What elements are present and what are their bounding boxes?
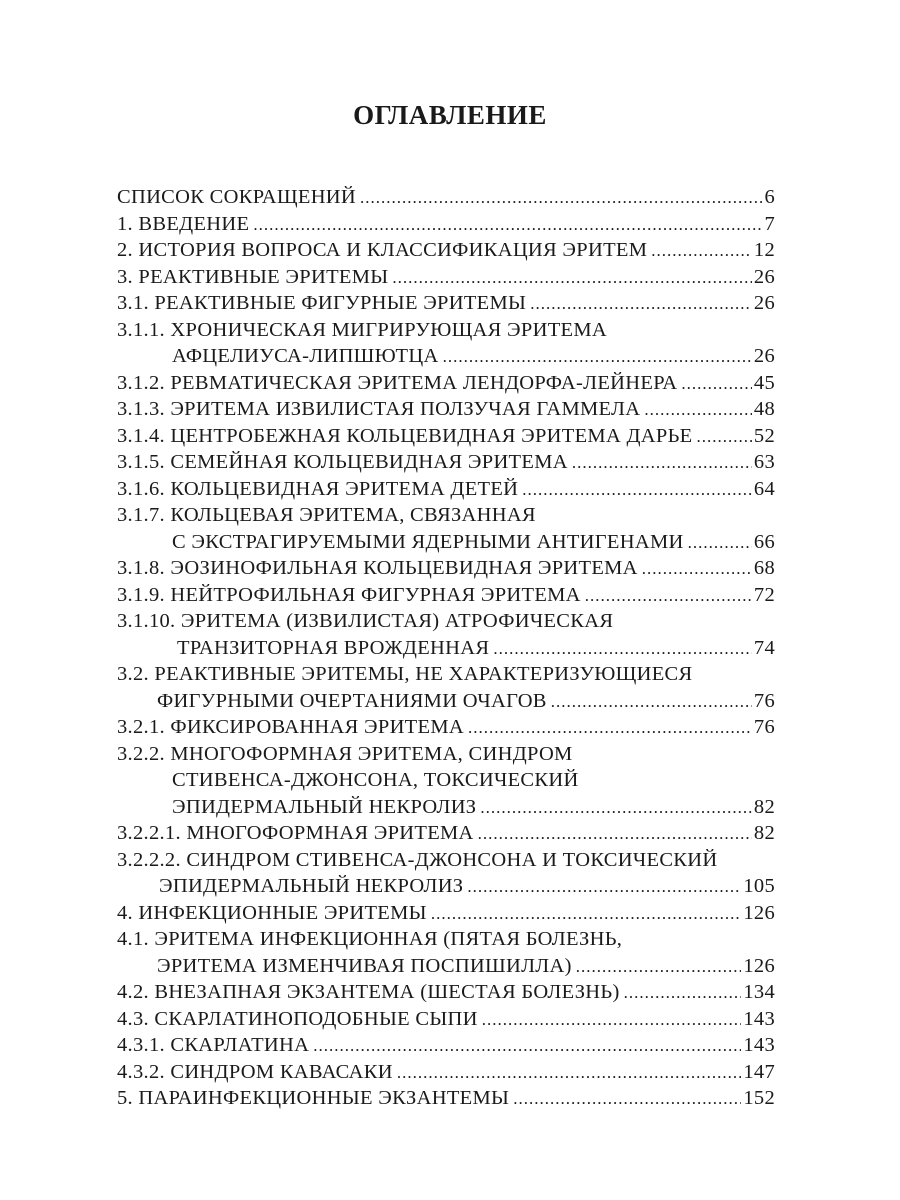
toc-line bbox=[117, 343, 775, 370]
toc-entry bbox=[117, 264, 775, 291]
toc-page-number: 12 bbox=[753, 239, 775, 261]
toc-entry bbox=[117, 1006, 775, 1033]
toc-entry-label: 3.2.2.1. МНОГОФОРМНАЯ ЭРИТЕМА bbox=[117, 822, 474, 844]
toc-entry-label: 3.1.7. КОЛЬЦЕВАЯ ЭРИТЕМА, СВЯЗАННАЯ bbox=[117, 504, 536, 526]
toc-entry-label: С ЭКСТРАГИРУЕМЫМИ ЯДЕРНЫМИ АНТИГЕНАМИ bbox=[172, 530, 684, 553]
toc-entry-label: СТИВЕНСА-ДЖОНСОНА, ТОКСИЧЕСКИЙ bbox=[172, 769, 579, 791]
toc-page-number: 134 bbox=[743, 981, 775, 1003]
toc-entry bbox=[117, 237, 775, 264]
toc-page-number: 52 bbox=[753, 424, 775, 447]
toc-entry bbox=[117, 370, 775, 397]
toc-line bbox=[117, 794, 775, 821]
toc-page-number: 143 bbox=[743, 1007, 775, 1030]
dot-leader bbox=[585, 583, 752, 609]
toc-page-number: 126 bbox=[743, 901, 775, 924]
dot-leader bbox=[651, 238, 752, 264]
toc-line bbox=[117, 211, 775, 238]
toc-entry bbox=[117, 290, 775, 317]
toc-line bbox=[117, 635, 775, 662]
toc-entry-label: 3.1.2. РЕВМАТИЧЕСКАЯ ЭРИТЕМА ЛЕНДОРФА-ЛЕЙНЕРА bbox=[117, 371, 678, 394]
dot-leader bbox=[493, 636, 752, 662]
toc-entry-label: 4.3. СКАРЛАТИНОПОДОБНЫЕ СЫПИ bbox=[117, 1007, 478, 1030]
toc-line bbox=[117, 661, 775, 688]
toc-page-number: 63 bbox=[753, 451, 775, 473]
toc-page-number: 26 bbox=[753, 345, 775, 367]
toc-entry-label: 3.2.1. ФИКСИРОВАННАЯ ЭРИТЕМА bbox=[117, 716, 464, 738]
toc-line bbox=[117, 264, 775, 291]
toc-entry-label: 3.1.4. ЦЕНТРОБЕЖНАЯ КОЛЬЦЕВИДНАЯ ЭРИТЕМА ДАРЬЕ bbox=[117, 424, 693, 447]
toc-entry bbox=[117, 608, 775, 661]
toc-page-number: 76 bbox=[753, 716, 775, 738]
toc-line bbox=[117, 979, 775, 1006]
toc-entry bbox=[117, 1059, 775, 1086]
toc-entry-label: 4.3.1. СКАРЛАТИНА bbox=[117, 1034, 310, 1056]
dot-leader bbox=[253, 212, 762, 238]
toc-line bbox=[117, 1032, 775, 1059]
dot-leader bbox=[576, 954, 742, 980]
toc-entry-label: 3.1.3. ЭРИТЕМА ИЗВИЛИСТАЯ ПОЛЗУЧАЯ ГАММЕЛА bbox=[117, 398, 641, 420]
dot-leader bbox=[313, 1033, 741, 1059]
dot-leader bbox=[443, 344, 752, 370]
toc-entry bbox=[117, 211, 775, 238]
toc-page-number: 6 bbox=[764, 186, 775, 208]
toc-entry bbox=[117, 820, 775, 847]
toc-line bbox=[117, 714, 775, 741]
toc-entry bbox=[117, 714, 775, 741]
toc-line bbox=[117, 502, 775, 529]
toc-line bbox=[117, 1085, 775, 1112]
toc-line bbox=[117, 529, 775, 556]
toc-entry-label: ФИГУРНЫМИ ОЧЕРТАНИЯМИ ОЧАГОВ bbox=[157, 689, 547, 712]
toc-entry-label: 3.1.10. ЭРИТЕМА (ИЗВИЛИСТАЯ) АТРОФИЧЕСКАЯ bbox=[117, 610, 614, 632]
toc-entry bbox=[117, 582, 775, 609]
toc-entry-label: СПИСОК СОКРАЩЕНИЙ bbox=[117, 186, 357, 208]
toc-entry-label: 2. ИСТОРИЯ ВОПРОСА И КЛАССИФИКАЦИЯ ЭРИТЕМ bbox=[117, 239, 648, 261]
toc-entry bbox=[117, 847, 775, 900]
dot-leader bbox=[696, 424, 751, 450]
table-of-contents bbox=[117, 184, 775, 1112]
toc-line bbox=[117, 370, 775, 397]
toc-entry-label: 4. ИНФЕКЦИОННЫЕ ЭРИТЕМЫ bbox=[117, 901, 427, 924]
dot-leader bbox=[572, 450, 752, 476]
toc-page-number: 64 bbox=[753, 477, 775, 500]
toc-entry bbox=[117, 396, 775, 423]
dot-leader bbox=[644, 397, 752, 423]
toc-entry-label: АФЦЕЛИУСА-ЛИПШЮТЦА bbox=[172, 345, 439, 367]
dot-leader bbox=[431, 901, 742, 927]
toc-line bbox=[117, 847, 775, 874]
toc-line bbox=[117, 582, 775, 609]
toc-page-number: 26 bbox=[753, 265, 775, 288]
dot-leader bbox=[480, 795, 752, 821]
toc-page-number: 126 bbox=[743, 954, 775, 977]
toc-page-number: 7 bbox=[764, 212, 775, 235]
toc-line bbox=[117, 873, 775, 900]
dot-leader bbox=[478, 821, 752, 847]
toc-entry-label: 3.1.5. СЕМЕЙНАЯ КОЛЬЦЕВИДНАЯ ЭРИТЕМА bbox=[117, 451, 568, 473]
toc-line bbox=[117, 741, 775, 768]
toc-line bbox=[117, 237, 775, 264]
toc-entry bbox=[117, 979, 775, 1006]
toc-entry-label: 3.1.6. КОЛЬЦЕВИДНАЯ ЭРИТЕМА ДЕТЕЙ bbox=[117, 477, 519, 500]
toc-entry bbox=[117, 926, 775, 979]
toc-entry bbox=[117, 661, 775, 714]
toc-page-number: 76 bbox=[753, 689, 775, 712]
toc-entry bbox=[117, 317, 775, 370]
toc-line bbox=[117, 953, 775, 980]
toc-entry-label: 3.2.2. МНОГОФОРМНАЯ ЭРИТЕМА, СИНДРОМ bbox=[117, 742, 573, 765]
toc-entry-label: 3.1.9. НЕЙТРОФИЛЬНАЯ ФИГУРНАЯ ЭРИТЕМА bbox=[117, 583, 581, 606]
toc-entry-label: 3.1.1. ХРОНИЧЕСКАЯ МИГРИРУЮЩАЯ ЭРИТЕМА bbox=[117, 318, 607, 341]
toc-entry-label: ЭПИДЕРМАЛЬНЫЙ НЕКРОЛИЗ bbox=[159, 875, 464, 897]
toc-page-number: 45 bbox=[753, 371, 775, 394]
dot-leader bbox=[467, 874, 741, 900]
dot-leader bbox=[468, 715, 752, 741]
toc-page-number: 26 bbox=[753, 292, 775, 314]
toc-entry-label: 4.3.2. СИНДРОМ КАВАСАКИ bbox=[117, 1060, 393, 1083]
dot-leader bbox=[681, 371, 752, 397]
toc-entry-label: 3. РЕАКТИВНЫЕ ЭРИТЕМЫ bbox=[117, 265, 389, 288]
toc-line bbox=[117, 1006, 775, 1033]
toc-page-number: 143 bbox=[743, 1034, 775, 1056]
dot-leader bbox=[551, 689, 752, 715]
toc-entry-label: 3.1. РЕАКТИВНЫЕ ФИГУРНЫЕ ЭРИТЕМЫ bbox=[117, 292, 527, 314]
toc-page-number: 66 bbox=[753, 530, 775, 553]
dot-leader bbox=[522, 477, 752, 503]
toc-entry bbox=[117, 741, 775, 821]
toc-line bbox=[117, 449, 775, 476]
dot-leader bbox=[360, 185, 762, 211]
toc-entry-label: ЭПИДЕРМАЛЬНЫЙ НЕКРОЛИЗ bbox=[172, 795, 477, 818]
toc-entry bbox=[117, 184, 775, 211]
toc-entry bbox=[117, 1085, 775, 1112]
toc-line bbox=[117, 926, 775, 953]
toc-line bbox=[117, 555, 775, 582]
toc-page-number: 105 bbox=[743, 875, 775, 897]
dot-leader bbox=[688, 530, 752, 556]
dot-leader bbox=[642, 556, 752, 582]
toc-entry bbox=[117, 476, 775, 503]
toc-entry-label: 5. ПАРАИНФЕКЦИОННЫЕ ЭКЗАНТЕМЫ bbox=[117, 1087, 510, 1109]
toc-entry-label: 3.2.2.2. СИНДРОМ СТИВЕНСА-ДЖОНСОНА И ТОКСИЧЕСКИЙ bbox=[117, 848, 718, 871]
toc-line bbox=[117, 1059, 775, 1086]
toc-line bbox=[117, 476, 775, 503]
toc-page-number: 68 bbox=[753, 557, 775, 579]
toc-line bbox=[117, 184, 775, 211]
page-title: ОГЛАВЛЕНИЕ bbox=[353, 100, 547, 130]
toc-line bbox=[117, 688, 775, 715]
toc-page-number: 72 bbox=[753, 583, 775, 606]
toc-entry-label: ТРАНЗИТОРНАЯ ВРОЖДЕННАЯ bbox=[177, 636, 490, 659]
dot-leader bbox=[624, 980, 742, 1006]
toc-entry bbox=[117, 900, 775, 927]
toc-entry bbox=[117, 423, 775, 450]
toc-line bbox=[117, 290, 775, 317]
toc-entry bbox=[117, 555, 775, 582]
toc-line bbox=[117, 396, 775, 423]
toc-line bbox=[117, 900, 775, 927]
toc-page-number: 147 bbox=[743, 1060, 775, 1083]
toc-page-number: 152 bbox=[743, 1087, 775, 1109]
toc-entry-label: 4.1. ЭРИТЕМА ИНФЕКЦИОННАЯ (ПЯТАЯ БОЛЕЗНЬ, bbox=[117, 928, 623, 950]
toc-entry-label: 3.1.8. ЭОЗИНОФИЛЬНАЯ КОЛЬЦЕВИДНАЯ ЭРИТЕМА bbox=[117, 557, 638, 579]
toc-line bbox=[117, 317, 775, 344]
toc-page-number: 48 bbox=[753, 398, 775, 420]
dot-leader bbox=[397, 1060, 742, 1086]
toc-entry-label: 4.2. ВНЕЗАПНАЯ ЭКЗАНТЕМА (ШЕСТАЯ БОЛЕЗНЬ) bbox=[117, 981, 620, 1003]
toc-entry-label: 3.2. РЕАКТИВНЫЕ ЭРИТЕМЫ, НЕ ХАРАКТЕРИЗУЮЩИЕСЯ bbox=[117, 663, 693, 685]
toc-page-number: 74 bbox=[753, 636, 775, 659]
toc-entry-label: ЭРИТЕМА ИЗМЕНЧИВАЯ ПОСПИШИЛЛА) bbox=[157, 954, 572, 977]
toc-entry bbox=[117, 1032, 775, 1059]
toc-line bbox=[117, 820, 775, 847]
toc-line bbox=[117, 423, 775, 450]
dot-leader bbox=[392, 265, 751, 291]
dot-leader bbox=[482, 1007, 742, 1033]
toc-page-number: 82 bbox=[753, 822, 775, 844]
toc-entry-label: 1. ВВЕДЕНИЕ bbox=[117, 212, 250, 235]
toc-entry bbox=[117, 502, 775, 555]
toc-line bbox=[117, 767, 775, 794]
dot-leader bbox=[530, 291, 752, 317]
toc-line bbox=[117, 608, 775, 635]
dot-leader bbox=[513, 1086, 741, 1112]
toc-page-number: 82 bbox=[753, 795, 775, 818]
toc-entry bbox=[117, 449, 775, 476]
